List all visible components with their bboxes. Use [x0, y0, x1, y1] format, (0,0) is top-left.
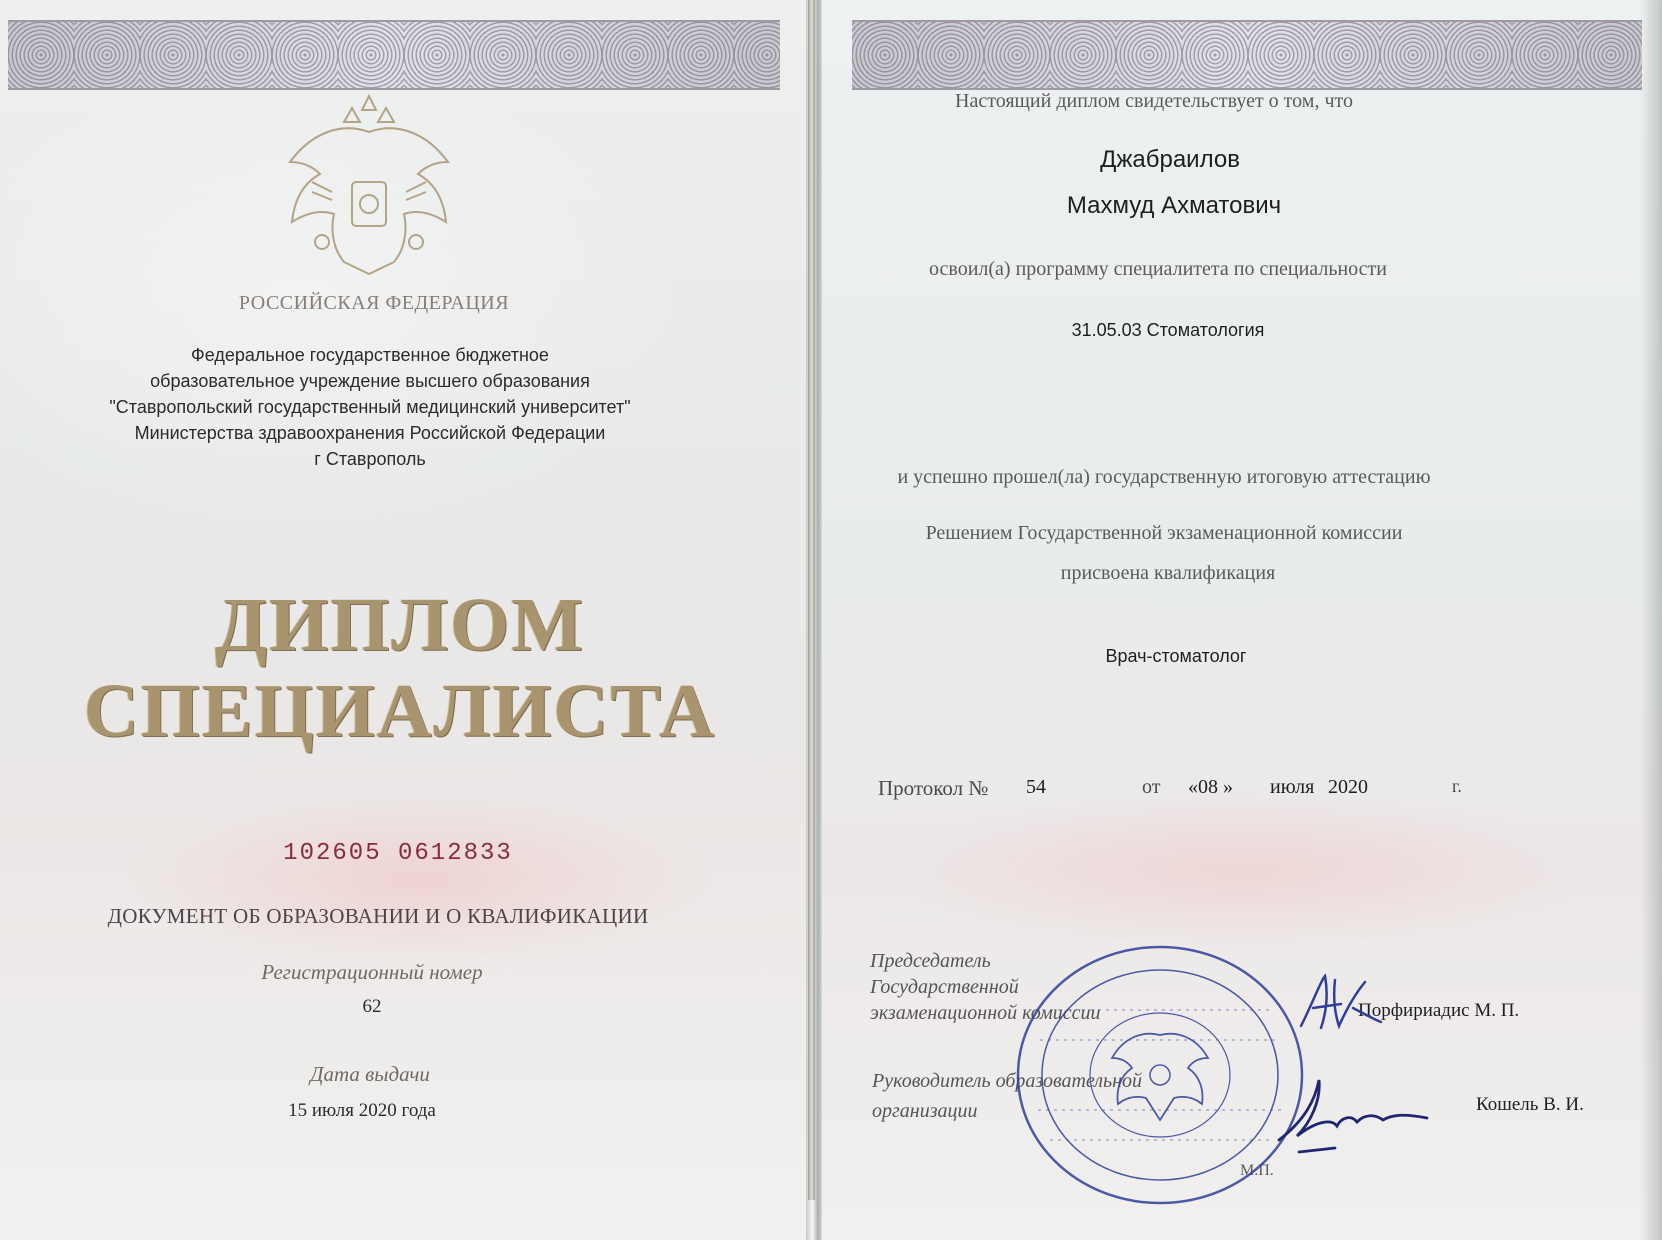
- serial-number: 102605 0612833: [283, 840, 513, 867]
- protocol-line: [822, 776, 1662, 806]
- attestation-text: и успешно прошел(ла) государственную итоговую аттестацию: [897, 466, 1431, 488]
- chair-name: Порфириадис М. П.: [1358, 1000, 1520, 1021]
- head-label-line-1: Руководитель образовательной: [872, 1070, 1143, 1092]
- guilloche-border-band: [852, 20, 1642, 90]
- registration-number: 62: [362, 996, 382, 1017]
- qualification: Врач-стоматолог: [1105, 646, 1247, 666]
- country-heading: РОССИЙСКАЯ ФЕДЕРАЦИЯ: [238, 292, 510, 314]
- protocol-year: 2020: [1328, 776, 1368, 798]
- specialty: 31.05.03 Стоматология: [1071, 320, 1265, 340]
- seal-place-label: М.П.: [1240, 1162, 1274, 1179]
- official-seal-icon: [1010, 940, 1310, 1210]
- institution-line-5: г Ставрополь: [314, 449, 426, 469]
- institution-line-3: "Ставропольский государственный медицинский университет": [109, 397, 631, 417]
- chair-label-line-2: Государственной: [870, 976, 1019, 998]
- diploma-left-page: [0, 0, 815, 1240]
- issue-date-label: Дата выдачи: [310, 1062, 430, 1086]
- coat-of-arms-icon: [282, 92, 457, 287]
- institution-line-1: Федеральное государственное бюджетное: [191, 345, 549, 365]
- registration-label: Регистрационный номер: [261, 960, 483, 984]
- chair-label-line-1: Председатель: [870, 950, 991, 972]
- decision-line-1: Решением Государственной экзаменационной комиссии: [925, 522, 1403, 544]
- graduate-surname: Джабраилов: [1100, 146, 1240, 173]
- guilloche-border-band: [8, 20, 780, 90]
- intro-text: Настоящий диплом свидетельствует о том, что: [955, 90, 1353, 112]
- protocol-from-label: от: [1142, 776, 1161, 798]
- diploma-title: ДИПЛОМ: [215, 583, 585, 667]
- bookmark-ribbon: [808, 0, 815, 1200]
- program-text: освоил(а) программу специалитета по специальности: [929, 258, 1387, 280]
- chair-label-line-3: экзаменационной комиссии: [870, 1002, 1101, 1024]
- protocol-label: Протокол №: [878, 776, 989, 800]
- chair-signature-icon: [1295, 968, 1385, 1038]
- institution-line-2: образовательное учреждение высшего образования: [150, 371, 590, 391]
- issue-date: 15 июля 2020 года: [288, 1100, 436, 1121]
- graduate-given-names: Махмуд Ахматович: [1066, 192, 1282, 219]
- head-signature-icon: [1275, 1070, 1435, 1160]
- protocol-month: июля: [1270, 776, 1315, 798]
- institution-line-4: Министерства здравоохранения Российской Федерации: [134, 423, 606, 443]
- decision-line-2: присвоена квалификация: [1060, 562, 1276, 584]
- document-type: ДОКУМЕНТ ОБ ОБРАЗОВАНИИ И О КВАЛИФИКАЦИИ: [107, 904, 649, 928]
- head-label-line-2: организации: [872, 1100, 978, 1122]
- protocol-year-suffix: г.: [1452, 776, 1462, 796]
- page-edge-shadow: [1640, 0, 1662, 1240]
- protocol-day: «08 »: [1188, 776, 1233, 798]
- protocol-number: 54: [1026, 776, 1046, 798]
- diploma-subtitle: СПЕЦИАЛИСТА: [83, 669, 717, 753]
- head-name: Кошель В. И.: [1476, 1094, 1584, 1115]
